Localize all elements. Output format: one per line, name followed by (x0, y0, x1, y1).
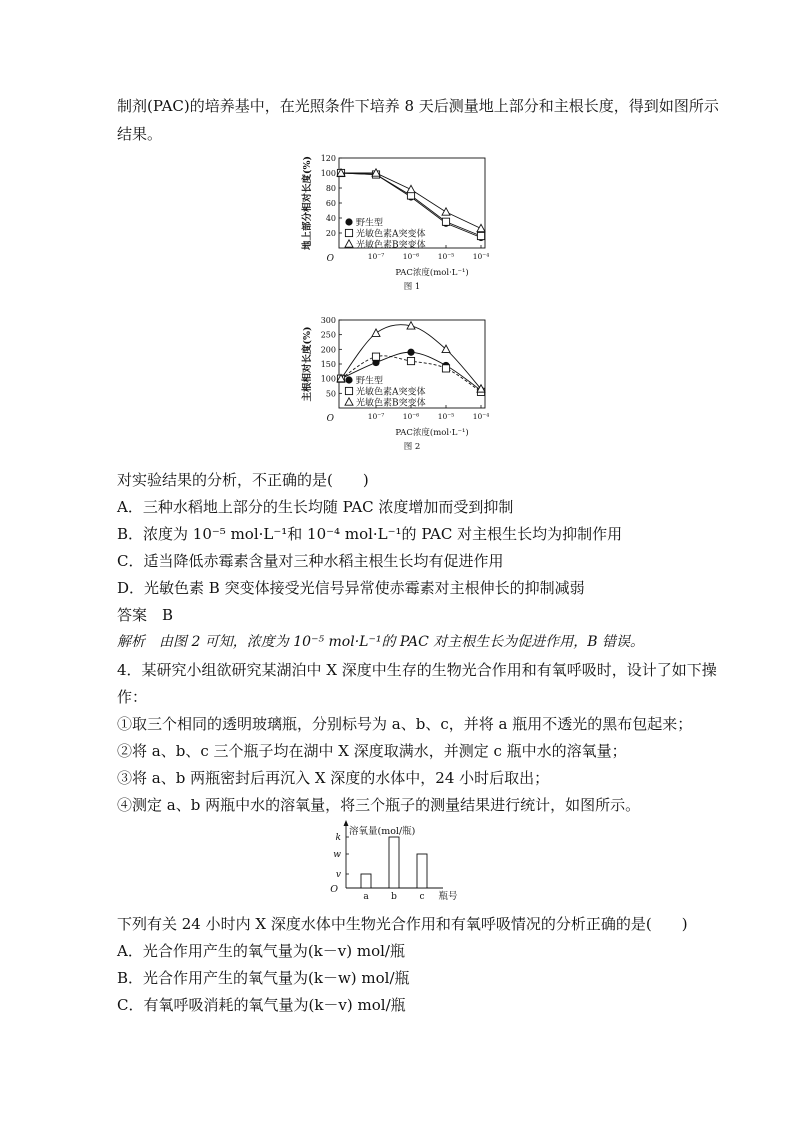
intro-line-1: 制剂(PAC)的培养基中，在光照条件下培养 8 天后测量地上部分和主根长度，得到如图所示 (117, 97, 719, 115)
x-tick-label: 10⁻⁴ (472, 252, 490, 261)
q4-option-b: B．光合作用产生的氧气量为(k－w) mol/瓶 (117, 969, 410, 987)
step-4: ④测定 a、b 两瓶中水的溶氧量，将三个瓶子的测量结果进行统计，如图所示。 (117, 796, 641, 814)
legend-marker (345, 376, 352, 383)
legend-label: 野生型 (356, 376, 384, 387)
x-axis-label: PAC浓度(mol·L⁻¹) (395, 428, 469, 438)
y-tick-label: 100 (320, 169, 336, 178)
x-axis-label: 瓶号 (438, 891, 458, 902)
y-axis-label: 溶氧量(mol/瓶) (349, 826, 416, 837)
legend-marker (345, 398, 353, 405)
y-axis-label: 地上部分相对长度(%) (302, 155, 313, 251)
data-point (407, 185, 415, 192)
y-tick-label: v (335, 870, 341, 880)
figure-caption: 图 1 (403, 282, 421, 292)
data-point (372, 353, 379, 360)
data-point (477, 224, 485, 231)
option-c: C．适当降低赤霉素含量对三种水稻主根生长均有促进作用 (117, 552, 504, 570)
y-tick-label: 60 (325, 199, 336, 208)
option-d: D．光敏色素 B 突变体接受光信号异常使赤霉素对主根伸长的抑制减弱 (117, 579, 585, 597)
y-tick-label: 200 (320, 345, 336, 355)
bar-b (389, 837, 399, 888)
question4-stem-1: 4．某研究小组欲研究某湖泊中 X 深度中生存的生物光合作用和有氧呼吸时，设计了如下操 (117, 661, 717, 679)
y-tick-label: 80 (325, 184, 336, 193)
y-tick-label: 120 (320, 154, 336, 163)
y-tick-label: 250 (320, 330, 336, 340)
intro-line-2: 结果。 (117, 125, 163, 143)
figure-1-chart (297, 148, 507, 308)
question3-stem: 对实验结果的分析，不正确的是( ) (117, 471, 369, 489)
data-point (442, 208, 450, 215)
q4-option-a: A．光合作用产生的氧气量为(k－v) mol/瓶 (117, 942, 405, 960)
data-point (477, 232, 484, 239)
data-point (407, 349, 414, 356)
option-a: A．三种水稻地上部分的生长均随 PAC 浓度增加而受到抑制 (117, 498, 514, 516)
dissolved-oxygen-bar-chart (318, 818, 478, 910)
x-tick-label: a (363, 892, 369, 902)
step-2: ②将 a、b、c 三个瓶子均在湖中 X 深度取满水，并测定 c 瓶中水的溶氧量； (117, 742, 627, 760)
x-tick-label: 10⁻⁵ (437, 252, 455, 261)
question4-question: 下列有关 24 小时内 X 深度水体中生物光合作用和有氧呼吸情况的分析正确的是( ) (117, 915, 688, 933)
legend-label: 光敏色素A突变体 (356, 387, 426, 398)
legend-label: 光敏色素B突变体 (356, 398, 426, 409)
legend-marker (345, 229, 352, 236)
explanation: 解析 由图 2 可知，浓度为 10⁻⁵ mol·L⁻¹的 PAC 对主根生长为促进作用，B 错误。 (117, 634, 645, 650)
figure-2-chart (297, 310, 507, 465)
x-tick-label: c (419, 892, 425, 902)
y-tick-label: 300 (320, 316, 336, 325)
x-axis-label: PAC浓度(mol·L⁻¹) (395, 268, 469, 278)
y-tick-label: k (335, 833, 341, 843)
x-tick-label: 10⁻⁶ (402, 252, 420, 261)
answer: 答案 B (117, 606, 174, 624)
bar-c (417, 854, 427, 888)
legend-label: 光敏色素B突变体 (356, 240, 426, 251)
legend-marker (345, 218, 352, 225)
question4-stem-2: 作： (117, 688, 148, 706)
step-3: ③将 a、b 两瓶密封后再沉入 X 深度的水体中，24 小时后取出； (117, 769, 550, 787)
legend-marker (345, 387, 352, 394)
y-axis-label: 主根相对长度(%) (302, 326, 313, 402)
y-tick-label: 40 (325, 214, 336, 223)
y-tick-label: 100 (320, 374, 336, 384)
y-axis-arrow (344, 820, 349, 826)
legend-label: 光敏色素A突变体 (356, 229, 426, 240)
data-point (372, 329, 380, 336)
y-tick-label: 20 (325, 229, 336, 238)
data-point (407, 357, 414, 364)
data-point (442, 365, 449, 372)
x-tick-label: b (391, 892, 397, 902)
data-point (442, 218, 449, 225)
x-tick-label: 10⁻⁷ (367, 252, 385, 261)
legend-marker (345, 240, 353, 247)
x-tick-label: 10⁻⁴ (472, 412, 490, 421)
y-tick-label: w (333, 850, 341, 860)
step-1: ①取三个相同的透明玻璃瓶，分别标号为 a、b、c，并将 a 瓶用不透光的黑布包起来； (117, 715, 693, 733)
x-tick-label: 10⁻⁵ (437, 412, 455, 421)
x-tick-label: 10⁻⁷ (367, 412, 385, 421)
q4-option-c: C．有氧呼吸消耗的氧气量为(k－v) mol/瓶 (117, 996, 406, 1014)
legend-label: 野生型 (356, 218, 384, 229)
origin-label: O (326, 414, 334, 424)
origin-label: O (326, 254, 334, 264)
option-b: B．浓度为 10⁻⁵ mol·L⁻¹和 10⁻⁴ mol·L⁻¹的 PAC 对主根生长均为抑制作用 (117, 525, 623, 543)
y-tick-label: 50 (325, 389, 336, 399)
y-tick-label: 150 (320, 360, 336, 369)
bar-a (361, 874, 371, 888)
figure-caption: 图 2 (403, 442, 421, 452)
origin-label: O (330, 884, 338, 895)
x-tick-label: 10⁻⁶ (402, 412, 420, 421)
